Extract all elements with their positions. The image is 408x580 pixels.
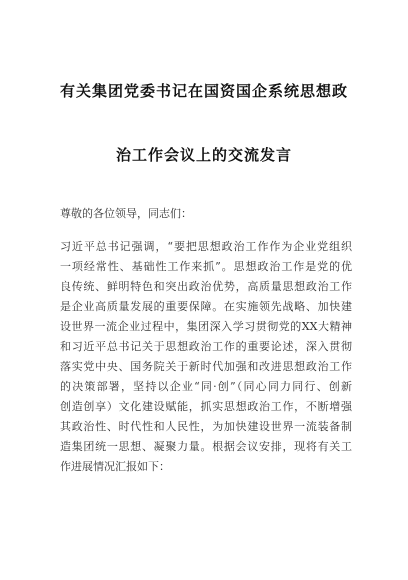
body-line: 设世界一流企业过程中，集团深入学习贯彻党的XX大精神 [60,320,352,333]
body-line: 一项经常性、基础性工作来抓”。思想政治工作是党的优 [60,260,352,273]
body-line: 创造创享）文化建设赋能，抓实思想政治工作，不断增强 [60,400,352,413]
salutation: 尊敬的各位领导，同志们： [60,207,192,220]
body-line: 造集团统一思想、凝聚力量。根据会议安排，现将有关工 [60,440,352,453]
document-title-line-1: 有关集团党委书记在国资国企系统思想政 [59,82,348,100]
document-title-line-2: 治工作会议上的交流发言 [115,146,292,164]
body-line: 习近平总书记强调，“要把思想政治工作作为企业党组织 [60,240,352,253]
body-line: 作进展情况汇报如下： [60,460,170,473]
body-line: 是企业高质量发展的重要保障。在实施领先战略、加快建 [60,300,352,313]
body-line: 良传统、鲜明特色和突出政治优势，高质量思想政治工作 [60,280,352,293]
body-line: 和习近平总书记关于思想政治工作的重要论述，深入贯彻 [60,340,352,353]
body-paragraph [60,237,352,477]
body-line: 的决策部署，坚持以企业“同·创”（同心同力同行、创新 [60,380,352,393]
body-line: 其政治性、时代性和人民性，为加快建设世界一流装备制 [60,420,352,433]
body-line: 落实党中央、国务院关于新时代加强和改进思想政治工作 [60,360,352,373]
